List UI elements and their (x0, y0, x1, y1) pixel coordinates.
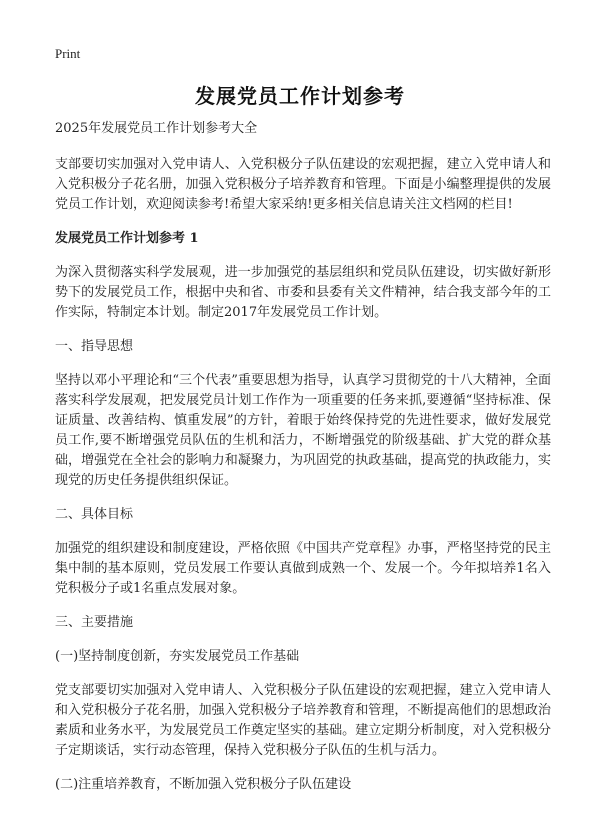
heading-specific-goals: 二、具体目标 (55, 507, 134, 522)
heading-guiding-ideology: 一、指导思想 (55, 339, 134, 354)
heading-main-measures: 三、主要措施 (55, 615, 134, 630)
document-body (55, 119, 551, 809)
section-title: 发展党员工作计划参考 1 (55, 231, 199, 246)
subheading-measure-1: (一)坚持制度创新，夯实发展党员工作基础 (55, 649, 300, 664)
document-subtitle: 2025年发展党员工作计划参考大全 (55, 121, 258, 136)
intro-paragraph: 支部要切实加强对入党申请人、入党积极分子队伍建设的宏观把握，建立入党申请人和入党积极分子花名册，加强入党积极分子培养教育和管理。下面是小编整理提供的发展党员工作计划，欢迎阅读参考!希望大家采纳!更多相关信息请关注文档网的栏目! (55, 157, 551, 212)
print-link[interactable]: Print (55, 46, 81, 61)
paragraph-specific-goals: 加强党的组织建设和制度建设，严格依照《中国共产党章程》办事，严格坚持党的民主集中制的基本原则，党员发展工作要认真做到成熟一个、发展一个。今年拟培养1名入党积极分子或1名重点发展对象。 (55, 541, 551, 596)
subheading-measure-2: (二)注重培养教育，不断加强入党积极分子队伍建设 (55, 777, 352, 792)
paragraph-guiding-ideology: 坚持以邓小平理论和“三个代表”重要思想为指导，认真学习贯彻党的十八大精神，全面落实科学发展观，把发展党员计划工作作为一项重要的任务来抓,要遵循“坚持标准、保证质量、改善结构、慎重发展”的方针，着眼于始终保持党的先进性要求，做好发展党员工作,要不断增强党员队伍的生机和活力，不断增强党的阶级基础、扩大党的群众基础，增强党在全社会的影响力和凝聚力，为巩固党的执政基础，提高党的执政能力，实现党的历史任务提供组织保证。 (55, 373, 551, 488)
paragraph-measure-1: 党支部要切实加强对入党申请人、入党积极分子队伍建设的宏观把握，建立入党申请人和入党积极分子花名册，加强入党积极分子培养教育和管理，不断提高他们的思想政治素质和业务水平，为发展党员工作奠定坚实的基础。建立定期分析制度，对入党积极分子定期谈话，实行动态管理，保持入党积极分子队伍的生机与活力。 (55, 683, 551, 758)
section-intro-paragraph: 为深入贯彻落实科学发展观，进一步加强党的基层组织和党员队伍建设，切实做好新形势下的发展党员工作，根据中央和省、市委和县委有关文件精神，结合我支部今年的工作实际，特制定本计划。制定2017年发展党员工作计划。 (55, 265, 551, 320)
document-title: 发展党员工作计划参考 (195, 84, 405, 108)
